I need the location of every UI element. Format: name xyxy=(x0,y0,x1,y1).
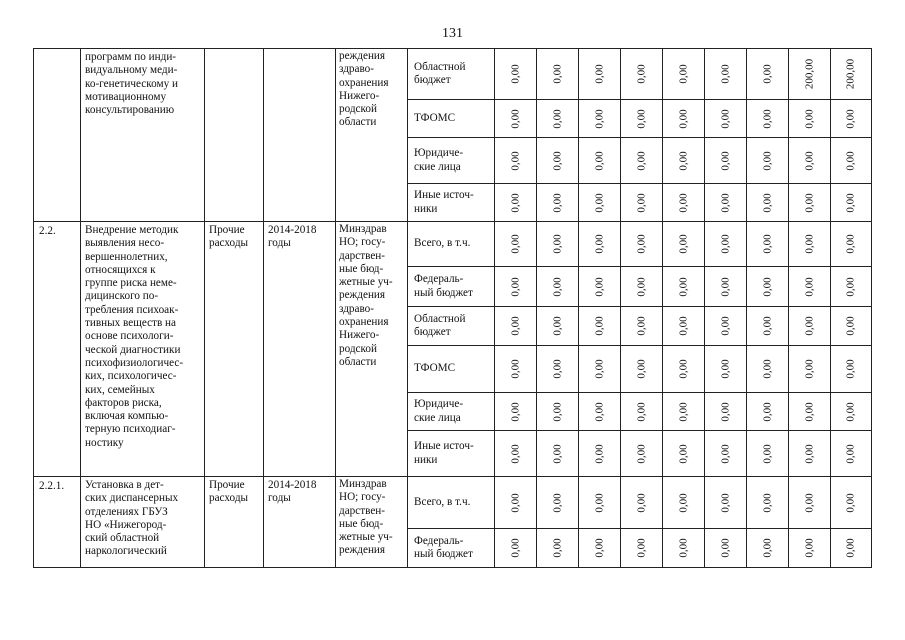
amount-cell xyxy=(663,138,705,184)
amount-cell xyxy=(747,222,789,267)
amount-cell xyxy=(663,222,705,267)
amount-cell xyxy=(747,307,789,346)
amount-cell xyxy=(621,393,663,431)
amount-value: 0,00 xyxy=(844,316,857,336)
amount-value: 0,00 xyxy=(509,192,521,213)
amount-value: 0,00 xyxy=(719,234,731,254)
amount-cell xyxy=(537,184,579,222)
item-description: Внедрение методик выявления несо- вершеннолетних, относящихся к группе риска неме- дицинского по- требления психоак- тивных веществ на основе психологи- ческой диагностики психофизиологичес- ких, психологичес- ких, семейных факторов риска, включая компью- терную психодиаг- ностику xyxy=(81,222,205,477)
amount-cell xyxy=(663,393,705,431)
amount-cell xyxy=(747,184,789,222)
amount-cell xyxy=(495,100,537,138)
amount-value: 0,00 xyxy=(803,443,815,464)
amount-value: 0,00 xyxy=(844,443,857,464)
funding-source: Иные источ- ники xyxy=(408,184,495,222)
period: 2014-2018 годы xyxy=(264,477,336,568)
amount-value: 0,00 xyxy=(635,316,647,336)
amount-cell xyxy=(579,431,621,477)
amount-value: 0,00 xyxy=(844,401,857,422)
amount-value: 0,00 xyxy=(509,108,521,129)
amount-value: 0,00 xyxy=(551,443,563,464)
amount-value: 0,00 xyxy=(761,492,773,513)
amount-cell xyxy=(495,393,537,431)
amount-cell xyxy=(747,529,789,568)
amount-cell xyxy=(579,49,621,100)
amount-cell xyxy=(495,267,537,307)
amount-value: 200,00 xyxy=(803,58,815,90)
cost-type: Прочие расходы xyxy=(205,222,264,477)
amount-cell xyxy=(537,477,579,529)
executor: Минздрав НО; госу- дарствен- ные бюд- жетные уч- реждения здраво- охранения Нижего- родской области xyxy=(336,222,408,477)
amount-cell xyxy=(789,431,831,477)
amount-cell xyxy=(747,393,789,431)
amount-cell xyxy=(831,346,872,393)
amount-cell xyxy=(747,477,789,529)
funding-source: Юридиче- ские лица xyxy=(408,393,495,431)
amount-value: 0,00 xyxy=(509,234,521,254)
amount-value: 0,00 xyxy=(593,316,605,336)
funding-source: Федераль- ный бюджет xyxy=(408,267,495,307)
amount-value: 0,00 xyxy=(844,108,857,129)
amount-value: 0,00 xyxy=(719,492,731,513)
amount-cell xyxy=(537,49,579,100)
amount-cell xyxy=(579,267,621,307)
amount-cell xyxy=(747,267,789,307)
amount-value: 0,00 xyxy=(677,401,689,422)
amount-value: 0,00 xyxy=(803,492,815,513)
amount-cell xyxy=(621,529,663,568)
amount-cell xyxy=(831,307,872,346)
amount-cell xyxy=(537,529,579,568)
amount-cell xyxy=(705,431,747,477)
amount-cell xyxy=(789,138,831,184)
amount-cell xyxy=(663,529,705,568)
amount-cell xyxy=(579,393,621,431)
amount-value: 0,00 xyxy=(509,316,521,336)
amount-value: 0,00 xyxy=(803,150,815,171)
table-body xyxy=(34,49,872,568)
table-row xyxy=(34,477,872,529)
amount-value: 0,00 xyxy=(551,150,563,171)
amount-cell xyxy=(579,346,621,393)
amount-cell xyxy=(621,100,663,138)
amount-cell xyxy=(831,184,872,222)
amount-value: 0,00 xyxy=(551,401,563,422)
amount-value: 0,00 xyxy=(509,64,521,84)
amount-cell xyxy=(789,477,831,529)
amount-cell xyxy=(705,138,747,184)
amount-cell xyxy=(747,431,789,477)
amount-cell xyxy=(537,346,579,393)
period: 2014-2018 годы xyxy=(264,222,336,477)
amount-cell xyxy=(621,184,663,222)
amount-cell xyxy=(579,100,621,138)
amount-value: 0,00 xyxy=(593,150,605,171)
funding-source: Федераль- ный бюджет xyxy=(408,529,495,568)
amount-cell xyxy=(495,346,537,393)
amount-value: 0,00 xyxy=(593,538,605,558)
amount-cell xyxy=(747,100,789,138)
amount-value: 0,00 xyxy=(593,401,605,422)
amount-value: 0,00 xyxy=(551,538,563,558)
amount-cell xyxy=(831,529,872,568)
amount-value: 0,00 xyxy=(509,401,521,422)
amount-cell xyxy=(747,49,789,100)
amount-value: 0,00 xyxy=(761,108,773,129)
amount-cell xyxy=(747,346,789,393)
amount-value: 0,00 xyxy=(509,359,521,379)
amount-cell xyxy=(705,529,747,568)
amount-value: 0,00 xyxy=(803,192,815,213)
amount-value: 0,00 xyxy=(635,359,647,379)
amount-value: 0,00 xyxy=(761,234,773,254)
amount-value: 0,00 xyxy=(803,234,815,254)
amount-cell xyxy=(789,222,831,267)
amount-cell xyxy=(831,138,872,184)
amount-cell xyxy=(747,138,789,184)
amount-value: 0,00 xyxy=(635,492,647,513)
amount-value: 0,00 xyxy=(551,492,563,513)
amount-value: 0,00 xyxy=(593,108,605,129)
amount-cell xyxy=(537,307,579,346)
amount-value: 0,00 xyxy=(677,276,689,297)
amount-value: 0,00 xyxy=(844,192,857,213)
amount-value: 0,00 xyxy=(761,192,773,213)
amount-cell xyxy=(495,307,537,346)
amount-value: 0,00 xyxy=(593,64,605,84)
amount-value: 0,00 xyxy=(803,276,815,297)
amount-value: 0,00 xyxy=(551,316,563,336)
amount-cell xyxy=(621,431,663,477)
funding-source: Областной бюджет xyxy=(408,49,495,100)
amount-value: 0,00 xyxy=(719,538,731,558)
amount-cell xyxy=(579,184,621,222)
funding-source: Всего, в т.ч. xyxy=(408,222,495,267)
amount-value: 0,00 xyxy=(803,401,815,422)
amount-cell xyxy=(789,267,831,307)
amount-value: 0,00 xyxy=(761,443,773,464)
amount-value: 0,00 xyxy=(509,538,521,558)
amount-cell xyxy=(705,100,747,138)
amount-cell xyxy=(579,222,621,267)
amount-cell xyxy=(621,307,663,346)
amount-value: 0,00 xyxy=(803,538,815,558)
amount-cell xyxy=(789,184,831,222)
amount-cell xyxy=(705,267,747,307)
amount-value: 0,00 xyxy=(677,492,689,513)
amount-cell xyxy=(621,49,663,100)
amount-cell xyxy=(705,222,747,267)
table-row xyxy=(34,49,872,100)
amount-cell xyxy=(663,267,705,307)
amount-value: 0,00 xyxy=(761,538,773,558)
item-description: программ по инди- видуальному меди- ко-генетическому и мотивационному консультированию xyxy=(81,49,205,222)
amount-cell xyxy=(495,49,537,100)
amount-value: 0,00 xyxy=(635,443,647,464)
amount-cell xyxy=(705,477,747,529)
amount-value: 0,00 xyxy=(719,316,731,336)
amount-value: 0,00 xyxy=(719,401,731,422)
amount-value: 0,00 xyxy=(719,108,731,129)
amount-cell xyxy=(537,267,579,307)
amount-cell xyxy=(663,100,705,138)
amount-value: 0,00 xyxy=(677,538,689,558)
amount-cell xyxy=(621,222,663,267)
amount-value: 0,00 xyxy=(551,192,563,213)
amount-value: 0,00 xyxy=(593,359,605,379)
amount-cell xyxy=(579,477,621,529)
amount-cell xyxy=(705,307,747,346)
amount-cell xyxy=(789,393,831,431)
item-number: 2.2. xyxy=(34,222,81,477)
amount-value: 0,00 xyxy=(551,234,563,254)
amount-cell xyxy=(705,393,747,431)
amount-cell xyxy=(831,267,872,307)
amount-cell xyxy=(663,477,705,529)
amount-cell xyxy=(663,307,705,346)
amount-cell xyxy=(495,184,537,222)
amount-value: 0,00 xyxy=(635,276,647,297)
amount-value: 0,00 xyxy=(551,108,563,129)
amount-value: 0,00 xyxy=(593,276,605,297)
amount-cell xyxy=(705,346,747,393)
amount-value: 0,00 xyxy=(677,316,689,336)
amount-cell xyxy=(789,100,831,138)
amount-cell xyxy=(495,477,537,529)
amount-cell xyxy=(789,346,831,393)
amount-cell xyxy=(831,393,872,431)
amount-cell xyxy=(831,49,872,100)
executor: Минздрав НО; госу- дарствен- ные бюд- жетные уч- реждения xyxy=(336,477,408,568)
amount-value: 0,00 xyxy=(844,492,857,513)
amount-cell xyxy=(537,222,579,267)
amount-value: 0,00 xyxy=(509,276,521,297)
amount-cell xyxy=(537,393,579,431)
funding-source: Всего, в т.ч. xyxy=(408,477,495,529)
amount-cell xyxy=(495,431,537,477)
amount-cell xyxy=(831,222,872,267)
amount-value: 0,00 xyxy=(761,316,773,336)
amount-value: 0,00 xyxy=(719,150,731,171)
amount-cell xyxy=(579,138,621,184)
period xyxy=(264,49,336,222)
amount-value: 0,00 xyxy=(677,234,689,254)
amount-cell xyxy=(831,477,872,529)
amount-cell xyxy=(663,49,705,100)
amount-value: 0,00 xyxy=(719,443,731,464)
amount-value: 0,00 xyxy=(677,192,689,213)
amount-value: 0,00 xyxy=(551,64,563,84)
cost-type: Прочие расходы xyxy=(205,477,264,568)
amount-value: 0,00 xyxy=(635,150,647,171)
amount-value: 0,00 xyxy=(677,64,689,84)
amount-cell xyxy=(663,431,705,477)
amount-value: 0,00 xyxy=(844,359,857,379)
funding-source: ТФОМС xyxy=(408,346,495,393)
page-number: 131 xyxy=(442,26,463,41)
funding-source: Юридиче- ские лица xyxy=(408,138,495,184)
amount-value: 0,00 xyxy=(551,276,563,297)
amount-value: 0,00 xyxy=(719,359,731,379)
item-number xyxy=(34,49,81,222)
amount-value: 0,00 xyxy=(635,538,647,558)
amount-value: 0,00 xyxy=(635,234,647,254)
amount-value: 0,00 xyxy=(677,108,689,129)
amount-value: 0,00 xyxy=(593,234,605,254)
amount-cell xyxy=(537,100,579,138)
amount-value: 0,00 xyxy=(677,443,689,464)
amount-value: 0,00 xyxy=(635,108,647,129)
amount-value: 0,00 xyxy=(719,276,731,297)
amount-value: 200,00 xyxy=(844,58,857,90)
amount-value: 0,00 xyxy=(844,234,857,254)
amount-value: 0,00 xyxy=(761,64,773,84)
amount-cell xyxy=(621,267,663,307)
amount-cell xyxy=(663,184,705,222)
amount-cell xyxy=(537,138,579,184)
amount-cell xyxy=(789,529,831,568)
amount-value: 0,00 xyxy=(844,276,857,297)
funding-source: Областной бюджет xyxy=(408,307,495,346)
funding-table xyxy=(33,48,872,568)
funding-source: Иные источ- ники xyxy=(408,431,495,477)
amount-cell xyxy=(579,529,621,568)
funding-source: ТФОМС xyxy=(408,100,495,138)
amount-cell xyxy=(495,222,537,267)
amount-cell xyxy=(621,346,663,393)
amount-value: 0,00 xyxy=(719,64,731,84)
amount-cell xyxy=(705,184,747,222)
amount-cell xyxy=(831,431,872,477)
amount-value: 0,00 xyxy=(551,359,563,379)
amount-cell xyxy=(663,346,705,393)
amount-value: 0,00 xyxy=(803,359,815,379)
item-description: Установка в дет- ских диспансерных отделениях ГБУЗ НО «Нижегород- ский областной наркологический xyxy=(81,477,205,568)
amount-value: 0,00 xyxy=(761,359,773,379)
amount-value: 0,00 xyxy=(803,108,815,129)
amount-cell xyxy=(789,49,831,100)
amount-value: 0,00 xyxy=(677,150,689,171)
amount-cell xyxy=(705,49,747,100)
cost-type xyxy=(205,49,264,222)
amount-value: 0,00 xyxy=(844,150,857,171)
amount-value: 0,00 xyxy=(761,401,773,422)
amount-value: 0,00 xyxy=(509,150,521,171)
amount-cell xyxy=(495,529,537,568)
amount-cell xyxy=(579,307,621,346)
amount-cell xyxy=(831,100,872,138)
amount-value: 0,00 xyxy=(635,192,647,213)
amount-value: 0,00 xyxy=(719,192,731,213)
amount-cell xyxy=(537,431,579,477)
amount-value: 0,00 xyxy=(635,401,647,422)
amount-value: 0,00 xyxy=(844,538,857,558)
item-number: 2.2.1. xyxy=(34,477,81,568)
amount-value: 0,00 xyxy=(509,443,521,464)
table-row xyxy=(34,222,872,267)
amount-cell xyxy=(789,307,831,346)
amount-value: 0,00 xyxy=(677,359,689,379)
amount-value: 0,00 xyxy=(761,276,773,297)
amount-value: 0,00 xyxy=(593,443,605,464)
amount-cell xyxy=(621,477,663,529)
amount-value: 0,00 xyxy=(593,492,605,513)
amount-value: 0,00 xyxy=(509,492,521,513)
amount-value: 0,00 xyxy=(803,316,815,336)
amount-value: 0,00 xyxy=(635,64,647,84)
amount-value: 0,00 xyxy=(593,192,605,213)
amount-value: 0,00 xyxy=(761,150,773,171)
executor: реждения здраво- охранения Нижего- родской области xyxy=(336,49,408,222)
amount-cell xyxy=(495,138,537,184)
amount-cell xyxy=(621,138,663,184)
